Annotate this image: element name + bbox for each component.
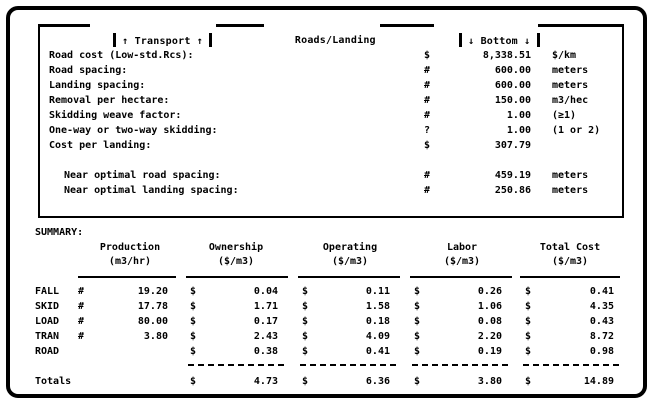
header-unit: ($/m3) <box>551 256 589 267</box>
total-cost-value: 0.43 <box>589 316 614 327</box>
production-value: 17.78 <box>137 301 168 312</box>
row-name: TRAN <box>35 331 60 342</box>
currency-symbol: $ <box>302 331 309 342</box>
header-underline <box>298 276 400 278</box>
input-label: Cost per landing: <box>49 140 152 151</box>
ownership-value: 0.17 <box>253 316 278 327</box>
header-title: Operating <box>322 242 378 253</box>
total-cost-value: 0.98 <box>589 346 614 357</box>
currency-symbol: $ <box>414 316 421 327</box>
ownership-value: 0.04 <box>253 286 278 297</box>
header-underline <box>410 276 512 278</box>
row-name: LOAD <box>35 316 60 327</box>
summary-title: SUMMARY: <box>35 227 84 238</box>
input-symbol: ? <box>424 125 431 136</box>
currency-symbol: $ <box>302 316 309 327</box>
operating-value: 4.09 <box>365 331 390 342</box>
currency-symbol: $ <box>302 376 309 387</box>
tab-transport-label: ↑ Transport ↑ <box>122 36 203 47</box>
total-cost-value: 4.35 <box>589 301 614 312</box>
totals-separator <box>523 364 619 366</box>
production-symbol: # <box>78 331 85 342</box>
total-cost-total: 14.89 <box>583 376 614 387</box>
ownership-total: 4.73 <box>253 376 278 387</box>
ownership-value: 2.43 <box>253 331 278 342</box>
currency-symbol: $ <box>190 301 197 312</box>
tab-roads-label: Roads/Landing <box>294 35 376 46</box>
input-unit: $/km <box>552 50 577 61</box>
input-label: Skidding weave factor: <box>49 110 182 121</box>
totals-separator <box>300 364 396 366</box>
header-underline <box>78 276 176 278</box>
labor-value: 0.08 <box>477 316 502 327</box>
optimal-symbol: # <box>424 185 431 196</box>
input-unit: meters <box>552 65 589 76</box>
production-value: 19.20 <box>137 286 168 297</box>
labor-value: 0.26 <box>477 286 502 297</box>
currency-symbol: $ <box>414 286 421 297</box>
currency-symbol: $ <box>414 346 421 357</box>
input-value-field[interactable]: 307.79 <box>494 140 531 151</box>
header-underline <box>186 276 288 278</box>
summary-column-header <box>298 241 402 269</box>
operating-value: 0.41 <box>365 346 390 357</box>
header-title: Ownership <box>208 242 264 253</box>
labor-total: 3.80 <box>477 376 502 387</box>
header-title: Labor <box>446 242 478 253</box>
currency-symbol: $ <box>190 346 197 357</box>
input-symbol: $ <box>424 50 431 61</box>
currency-symbol: $ <box>302 286 309 297</box>
input-symbol: $ <box>424 140 431 151</box>
optimal-unit: meters <box>552 170 589 181</box>
currency-symbol: $ <box>302 301 309 312</box>
row-name: SKID <box>35 301 60 312</box>
optimal-symbol: # <box>424 170 431 181</box>
input-label: Road spacing: <box>49 65 128 76</box>
currency-symbol: $ <box>525 376 532 387</box>
input-symbol: # <box>424 95 431 106</box>
input-value-field[interactable]: 1.00 <box>506 125 531 136</box>
input-value-field[interactable]: 600.00 <box>494 65 531 76</box>
header-unit: (m3/hr) <box>108 256 152 267</box>
header-unit: ($/m3) <box>331 256 369 267</box>
totals-separator <box>412 364 508 366</box>
optimal-unit: meters <box>552 185 589 196</box>
production-value: 80.00 <box>137 316 168 327</box>
currency-symbol: $ <box>190 331 197 342</box>
input-label: Landing spacing: <box>49 80 146 91</box>
ownership-value: 0.38 <box>253 346 278 357</box>
currency-symbol: $ <box>302 346 309 357</box>
currency-symbol: $ <box>525 301 532 312</box>
header-title: Production <box>99 242 161 253</box>
labor-value: 2.20 <box>477 331 502 342</box>
operating-value: 1.58 <box>365 301 390 312</box>
labor-value: 0.19 <box>477 346 502 357</box>
currency-symbol: $ <box>525 286 532 297</box>
input-symbol: # <box>424 65 431 76</box>
currency-symbol: $ <box>525 346 532 357</box>
header-unit: ($/m3) <box>443 256 481 267</box>
optimal-value: 459.19 <box>494 170 531 181</box>
optimal-label: Near optimal road spacing: <box>64 170 221 181</box>
currency-symbol: $ <box>190 316 197 327</box>
production-symbol: # <box>78 286 85 297</box>
input-label: Removal per hectare: <box>49 95 170 106</box>
input-value-field[interactable]: 8,338.51 <box>482 50 531 61</box>
production-symbol: # <box>78 316 85 327</box>
input-label: One-way or two-way skidding: <box>49 125 218 136</box>
labor-value: 1.06 <box>477 301 502 312</box>
currency-symbol: $ <box>190 286 197 297</box>
totals-label: Totals <box>35 376 72 387</box>
summary-column-header <box>80 241 180 269</box>
operating-value: 0.11 <box>365 286 390 297</box>
input-unit: (≥1) <box>552 110 577 121</box>
input-unit: meters <box>552 80 589 91</box>
row-name: FALL <box>35 286 60 297</box>
currency-symbol: $ <box>525 331 532 342</box>
production-value: 3.80 <box>143 331 168 342</box>
input-label: Road cost (Low-std.Rcs): <box>49 50 194 61</box>
ownership-value: 1.71 <box>253 301 278 312</box>
total-cost-value: 8.72 <box>589 331 614 342</box>
operating-value: 0.18 <box>365 316 390 327</box>
optimal-label: Near optimal landing spacing: <box>64 185 239 196</box>
totals-separator <box>188 364 284 366</box>
summary-column-header <box>186 241 286 269</box>
operating-total: 6.36 <box>365 376 390 387</box>
input-value-field[interactable]: 150.00 <box>494 95 531 106</box>
row-name: ROAD <box>35 346 60 357</box>
input-symbol: # <box>424 110 431 121</box>
summary-column-header <box>520 241 620 269</box>
input-value-field[interactable]: 600.00 <box>494 80 531 91</box>
input-value-field[interactable]: 1.00 <box>506 110 531 121</box>
header-unit: ($/m3) <box>217 256 255 267</box>
currency-symbol: $ <box>190 376 197 387</box>
input-symbol: # <box>424 80 431 91</box>
currency-symbol: $ <box>414 301 421 312</box>
currency-symbol: $ <box>414 376 421 387</box>
summary-column-header <box>410 241 514 269</box>
tab-bottom-label: ↓ Bottom ↓ <box>468 36 531 47</box>
currency-symbol: $ <box>414 331 421 342</box>
header-title: Total Cost <box>539 242 601 253</box>
production-symbol: # <box>78 301 85 312</box>
currency-symbol: $ <box>525 316 532 327</box>
optimal-value: 250.86 <box>494 185 531 196</box>
input-unit: m3/hec <box>552 95 589 106</box>
header-underline <box>520 276 620 278</box>
total-cost-value: 0.41 <box>589 286 614 297</box>
input-unit: (1 or 2) <box>552 125 601 136</box>
